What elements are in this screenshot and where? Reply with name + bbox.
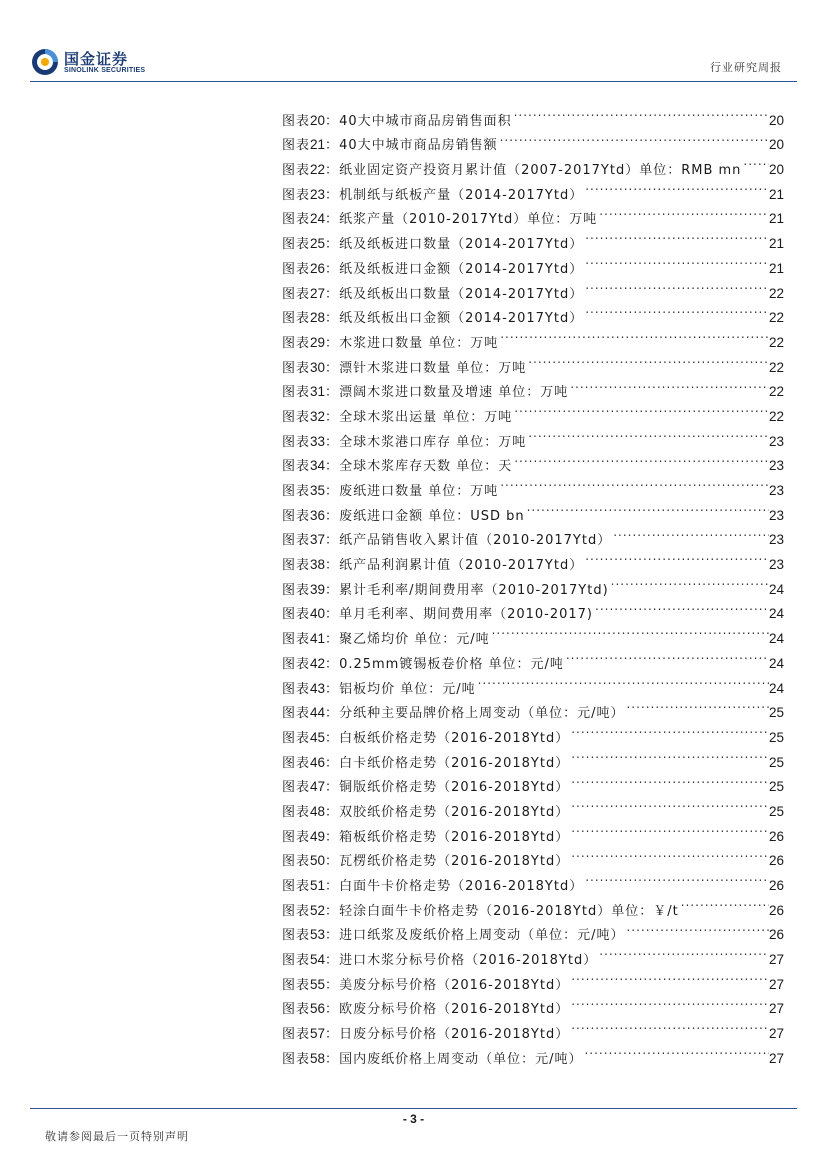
toc-entry-page: 22 — [768, 408, 784, 424]
toc-entry-title: 全球木浆出运量 单位：万吨 — [339, 409, 513, 425]
toc-entry-label: 图表37： — [282, 532, 340, 549]
toc-entry-label: 图表38： — [282, 557, 340, 574]
toc-entry-label: 图表23： — [282, 186, 340, 203]
toc-entry-page: 24 — [768, 631, 784, 647]
toc-entry-page: 26 — [768, 853, 784, 869]
toc-entry-page: 24 — [768, 606, 784, 622]
toc-entry-label: 图表57： — [282, 1026, 340, 1043]
toc-entry-label: 图表24： — [282, 211, 340, 228]
toc-leader-dots — [569, 742, 769, 767]
toc-entry-page: 26 — [768, 927, 784, 943]
toc-leader-dots — [624, 915, 769, 940]
toc-leader-dots — [498, 125, 769, 150]
toc-leader-dots — [597, 939, 769, 964]
toc-entry-label: 图表45： — [282, 729, 340, 746]
toc-leader-dots — [569, 717, 769, 742]
toc-entry-title: 机制纸与纸板产量（2014-2017Ytd） — [339, 187, 584, 203]
brand-name-en: SINOLINK SECURITIES — [64, 67, 146, 74]
toc-entry-label: 图表33： — [282, 433, 340, 450]
toc-leader-dots — [526, 421, 769, 446]
toc-entry-title: 废纸进口数量 单位：万吨 — [339, 484, 499, 499]
toc-entry-label: 图表43： — [282, 680, 340, 697]
toc-entry-page: 21 — [768, 186, 784, 202]
toc-entry-title: 纸产品利润累计值（2010-2017Ytd） — [339, 558, 584, 574]
toc-entry-label: 图表50： — [282, 853, 340, 870]
toc-leader-dots — [593, 594, 769, 619]
page-header — [0, 0, 827, 80]
toc-entry-label: 图表46： — [282, 754, 340, 771]
toc-entry-label: 图表55： — [282, 976, 340, 993]
toc-entry-page: 21 — [768, 236, 784, 252]
toc-leader-dots — [624, 693, 769, 718]
toc-entry-label: 图表56： — [282, 1001, 340, 1018]
toc-leader-dots — [583, 174, 769, 199]
toc-entry-page: 25 — [768, 729, 784, 745]
toc-entry-page: 25 — [768, 754, 784, 770]
toc-entry-title: 美废分标号价格（2016-2018Ytd） — [339, 977, 570, 993]
toc-entry-label: 图表34： — [282, 458, 340, 475]
toc-leader-dots — [498, 470, 769, 495]
toc-entry-label: 图表28： — [282, 310, 340, 327]
sinolink-logo-icon — [30, 47, 60, 77]
toc-entry-label: 图表51： — [282, 878, 340, 894]
toc-entry-page: 27 — [768, 1001, 784, 1017]
toc-entry-title: 白面牛卡价格走势（2016-2018Ytd） — [339, 879, 584, 894]
toc-entry-label: 图表20： — [282, 112, 340, 129]
toc-entry-title: 分纸种主要品牌价格上周变动（单位：元/吨） — [339, 706, 625, 722]
toc-leader-dots — [476, 668, 769, 693]
toc-leader-dots — [583, 223, 769, 248]
toc-entry-title: 木浆进口数量 单位：万吨 — [339, 335, 499, 351]
toc-entry-label: 图表49： — [282, 828, 340, 845]
toc-leader-dots — [611, 520, 769, 545]
toc-entry-page: 22 — [768, 310, 784, 326]
brand-name-cn: 国金证券 — [64, 50, 129, 68]
toc-leader-dots — [512, 100, 769, 125]
toc-entry-title: 瓦楞纸价格走势（2016-2018Ytd） — [339, 854, 570, 870]
toc-entry-label: 图表41： — [282, 631, 340, 648]
toc-entry-title: 全球木浆库存天数 单位：天 — [339, 459, 513, 475]
toc-entry-page: 21 — [768, 260, 784, 276]
toc-entry-label: 图表44： — [282, 705, 340, 722]
toc-entry-label: 图表21： — [282, 137, 340, 154]
toc-entry-label: 图表25： — [282, 236, 340, 253]
toc-leader-dots — [569, 816, 769, 841]
toc-leader-dots — [569, 964, 769, 989]
toc-entry[interactable] — [282, 100, 784, 129]
toc-leader-dots — [609, 569, 769, 594]
toc-entry-title: 铜版纸价格走势（2016-2018Ytd） — [339, 780, 570, 796]
toc-entry-title: 40大中城市商品房销售额 — [339, 138, 498, 154]
toc-entry-page: 24 — [768, 581, 784, 597]
toc-entry-page: 23 — [768, 433, 784, 449]
disclaimer: 敬请参阅最后一页特别声明 — [45, 1130, 189, 1143]
toc-entry-page: 22 — [768, 334, 784, 350]
footer-divider — [30, 1108, 797, 1109]
toc-leader-dots — [568, 372, 769, 397]
toc-entry-page: 20 — [768, 137, 784, 153]
toc-entry-title: 单月毛利率、期间费用率（2010-2017) — [339, 607, 593, 623]
toc-leader-dots — [597, 199, 769, 224]
toc-entry-page: 20 — [768, 112, 784, 128]
toc-entry-label: 图表36： — [282, 507, 340, 524]
toc-entry-title: 纸及纸板进口数量（2014-2017Ytd） — [339, 237, 584, 253]
toc-leader-dots — [583, 544, 769, 569]
toc-entry-page: 24 — [768, 655, 784, 671]
toc-leader-dots — [569, 1013, 769, 1038]
toc-entry-title: 0.25mm镀锡板卷价格 单位：元/吨 — [339, 656, 564, 672]
toc-entry-page: 23 — [768, 458, 784, 474]
toc-entry-label: 图表31： — [282, 384, 340, 401]
toc-entry-label: 图表47： — [282, 779, 340, 796]
toc-leader-dots — [512, 446, 769, 471]
toc-entry-title: 聚乙烯均价 单位：元/吨 — [339, 632, 490, 648]
toc-entry-title: 白板纸价格走势（2016-2018Ytd） — [339, 730, 570, 746]
toc-entry-page: 21 — [768, 211, 784, 227]
toc-entry-title: 纸及纸板出口数量（2014-2017Ytd） — [339, 286, 584, 302]
toc-entry-label: 图表58： — [282, 1050, 340, 1067]
toc-entry-title: 漂阔木浆进口数量及增速 单位：万吨 — [339, 385, 569, 401]
toc-leader-dots — [526, 347, 769, 372]
toc-entry-title: 40大中城市商品房销售面积 — [339, 113, 512, 129]
toc-entry-label: 图表22： — [282, 162, 340, 179]
toc-entry-label: 图表35： — [282, 483, 340, 499]
toc-entry-title: 国内废纸价格上周变动（单位：元/吨） — [339, 1051, 583, 1067]
toc-entry-title: 白卡纸价格走势（2016-2018Ytd） — [339, 755, 570, 771]
toc-entry-page: 20 — [768, 162, 784, 178]
toc-entry-page: 27 — [768, 952, 784, 968]
toc-entry-page: 27 — [768, 1050, 784, 1066]
toc-entry-title: 进口木浆分标号价格（2016-2018Ytd） — [339, 953, 598, 969]
toc-entry-page: 23 — [768, 557, 784, 573]
toc-entry-page: 22 — [768, 285, 784, 301]
toc-entry-page: 27 — [768, 1026, 784, 1042]
toc-entry-title: 纸及纸板出口金额（2014-2017Ytd） — [339, 311, 584, 327]
toc-entry-title: 累计毛利率/期间费用率（2010-2017Ytd) — [339, 582, 609, 598]
toc-entry-page: 22 — [768, 384, 784, 400]
toc-leader-dots — [583, 273, 769, 298]
toc-entry-title: 纸浆产量（2010-2017Ytd）单位：万吨 — [339, 212, 598, 228]
toc-leader-dots — [582, 1038, 769, 1063]
toc-entry-page: 26 — [768, 828, 784, 844]
toc-leader-dots — [741, 149, 769, 174]
toc-entry-label: 图表40： — [282, 606, 340, 623]
toc-entry-page: 26 — [768, 902, 784, 918]
toc-entry-label: 图表29： — [282, 334, 340, 351]
toc-entry-title: 进口纸浆及废纸价格上周变动（单位：元/吨） — [339, 928, 625, 944]
toc-leader-dots — [583, 298, 769, 323]
toc-leader-dots — [569, 841, 769, 866]
toc-entry-title: 铝板均价 单位：元/吨 — [339, 681, 476, 697]
toc-entry-label: 图表53： — [282, 927, 340, 944]
toc-entry-page: 25 — [768, 779, 784, 795]
toc-leader-dots — [569, 791, 769, 816]
toc-leader-dots — [564, 643, 769, 668]
header-divider — [30, 81, 797, 82]
toc-entry-title: 箱板纸价格走势（2016-2018Ytd） — [339, 829, 570, 845]
toc-entry-title: 欧废分标号价格（2016-2018Ytd） — [339, 1002, 570, 1018]
toc-entry-page: 27 — [768, 976, 784, 992]
toc-entry-page: 24 — [768, 680, 784, 696]
toc-leader-dots — [498, 322, 769, 347]
toc-entry-label: 图表32： — [282, 408, 340, 425]
toc-entry-page: 25 — [768, 803, 784, 819]
toc-entry-title: 纸业固定资产投资月累计值（2007-2017Ytd）单位：RMB mn — [339, 163, 742, 179]
toc-leader-dots — [525, 495, 769, 520]
toc-entry-title: 废纸进口金额 单位：USD bn — [339, 508, 525, 524]
toc-entry-label: 图表30： — [282, 359, 340, 376]
toc-entry-title: 全球木浆港口库存 单位：万吨 — [339, 434, 527, 450]
toc-entry-page: 23 — [768, 483, 784, 498]
toc-entry-title: 双胶纸价格走势（2016-2018Ytd） — [339, 804, 570, 820]
toc-leader-dots — [569, 989, 769, 1014]
toc-leader-dots — [512, 396, 769, 421]
toc-entry-page: 26 — [768, 878, 784, 893]
toc-leader-dots — [569, 767, 769, 792]
toc-entry-label: 图表39： — [282, 581, 340, 598]
page-number: - 3 - — [402, 1112, 425, 1126]
toc-entry-label: 图表42： — [282, 655, 340, 672]
toc-entry-label: 图表54： — [282, 952, 340, 969]
toc-entry-page: 22 — [768, 359, 784, 375]
toc-entry-page: 23 — [768, 532, 784, 548]
table-of-figures — [282, 100, 784, 1067]
toc-leader-dots — [679, 890, 769, 915]
toc-entry-page: 23 — [768, 507, 784, 523]
toc-entry-label: 图表52： — [282, 902, 340, 919]
toc-entry-page: 25 — [768, 705, 784, 721]
toc-leader-dots — [583, 865, 769, 890]
toc-entry-title: 漂针木浆进口数量 单位：万吨 — [339, 360, 527, 376]
report-type: 行业研究周报 — [710, 61, 782, 74]
toc-leader-dots — [583, 248, 769, 273]
toc-entry-title: 轻涂白面牛卡价格走势（2016-2018Ytd）单位：￥/t — [339, 903, 679, 919]
toc-entry-title: 日废分标号价格（2016-2018Ytd） — [339, 1027, 570, 1043]
toc-entry-title: 纸产品销售收入累计值（2010-2017Ytd） — [339, 533, 612, 549]
toc-entry-label: 图表27： — [282, 285, 340, 302]
toc-leader-dots — [490, 618, 769, 643]
toc-entry-label: 图表26： — [282, 260, 340, 277]
toc-entry-title: 纸及纸板进口金额（2014-2017Ytd） — [339, 261, 584, 277]
toc-entry-label: 图表48： — [282, 803, 340, 820]
